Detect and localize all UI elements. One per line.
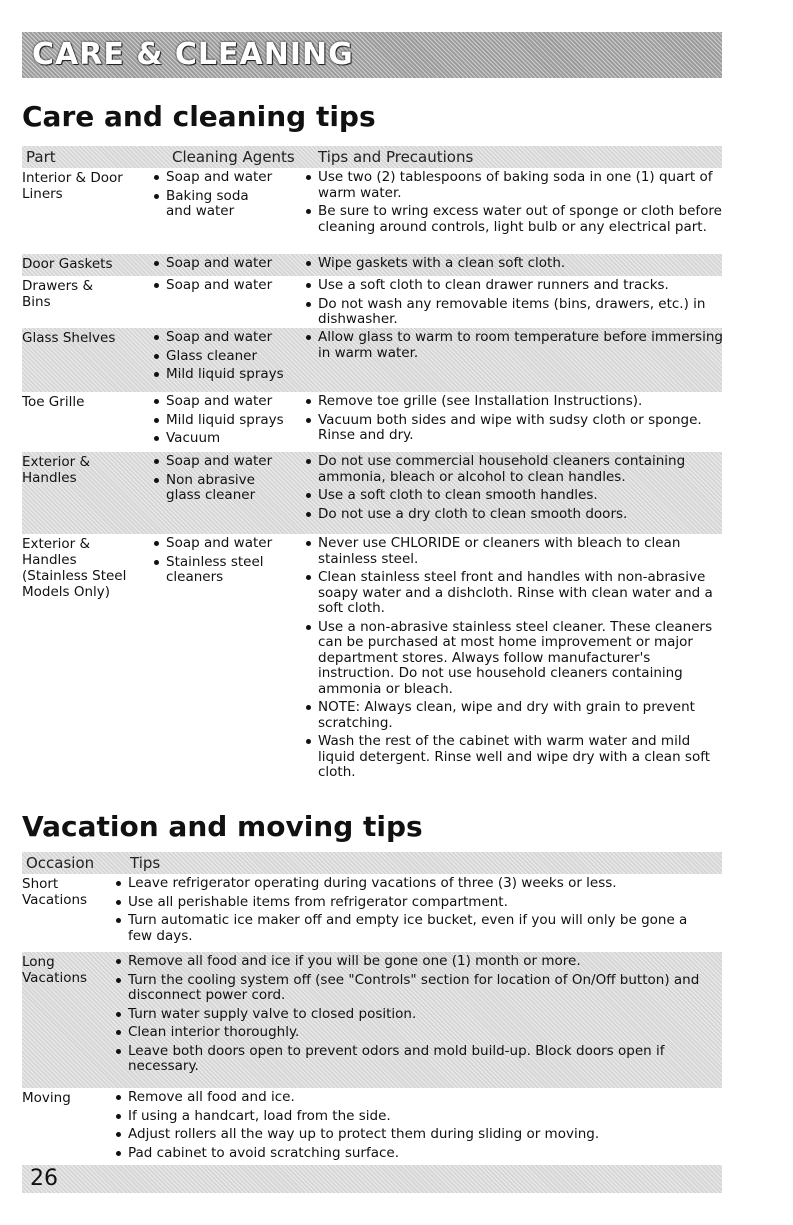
list-item: Mild liquid sprays <box>152 413 302 429</box>
row-occasion: Long Vacations <box>22 954 88 986</box>
agents-list <box>152 170 302 223</box>
list-item: Soap and water <box>152 394 302 410</box>
agents-list <box>152 256 302 275</box>
list-item: Soap and water <box>152 256 302 272</box>
row-part: Drawers & Bins <box>22 278 93 310</box>
list-item: Clean stainless steel front and handles with non-abrasive soapy water and a dishcloth. Rinse with clean water and a soft cloth. <box>304 570 724 617</box>
header-tips: Tips and Precautions <box>318 148 474 166</box>
list-item: Non abrasive glass cleaner <box>152 473 276 504</box>
agents-list <box>152 278 302 297</box>
list-item: Allow glass to warm to room temperature before immersing in warm water. <box>304 330 724 361</box>
care-table <box>22 146 722 822</box>
list-item: Remove all food and ice. <box>114 1090 714 1106</box>
list-item: Soap and water <box>152 170 302 186</box>
row-part: Door Gaskets <box>22 256 113 272</box>
list-item: Use all perishable items from refrigerator compartment. <box>114 895 714 911</box>
list-item: Baking soda and water <box>152 189 276 220</box>
list-item: Be sure to wring excess water out of sponge or cloth before cleaning around controls, light bulb or any electrical part. <box>304 204 724 235</box>
list-item: Wipe gaskets with a clean soft cloth. <box>304 256 724 272</box>
list-item: Use a soft cloth to clean smooth handles. <box>304 488 724 504</box>
care-title: Care and cleaning tips <box>22 100 376 133</box>
list-item: Use a soft cloth to clean drawer runners and tracks. <box>304 278 724 294</box>
list-item: Do not use a dry cloth to clean smooth doors. <box>304 507 724 523</box>
agents-list <box>152 536 302 589</box>
list-item: Soap and water <box>152 454 302 470</box>
list-item: Mild liquid sprays <box>152 367 302 383</box>
list-item: Glass cleaner <box>152 349 302 365</box>
header-part: Part <box>26 148 56 166</box>
table-row <box>22 1088 722 1168</box>
list-item: Adjust rollers all the way up to protect them during sliding or moving. <box>114 1127 714 1143</box>
row-occasion: Short Vacations <box>22 876 88 908</box>
row-occasion: Moving <box>22 1090 71 1106</box>
list-item: Vacuum <box>152 431 302 447</box>
table-row <box>22 874 722 952</box>
table-row <box>22 276 722 328</box>
table-row <box>22 254 722 276</box>
tips-list <box>114 954 714 1078</box>
table-row <box>22 452 722 534</box>
list-item: NOTE: Always clean, wipe and dry with grain to prevent scratching. <box>304 700 724 731</box>
page-footer <box>22 1165 722 1193</box>
row-part: Exterior & Handles (Stainless Steel Models Only) <box>22 536 127 600</box>
vacation-title: Vacation and moving tips <box>22 810 423 843</box>
list-item: Use two (2) tablespoons of baking soda in one (1) quart of warm water. <box>304 170 724 201</box>
list-item: Leave both doors open to prevent odors and mold build-up. Block doors open if necessary. <box>114 1044 714 1075</box>
list-item: Pad cabinet to avoid scratching surface. <box>114 1146 714 1162</box>
banner-title: CARE & CLEANING <box>32 37 354 72</box>
care-table-header <box>22 146 722 168</box>
header-occasion: Occasion <box>26 854 95 872</box>
tips-list <box>304 394 724 447</box>
list-item: Wash the rest of the cabinet with warm water and mild liquid detergent. Rinse well and wipe dry with a clean soft cloth. <box>304 734 724 781</box>
list-item: Soap and water <box>152 330 302 346</box>
vacation-table-header <box>22 852 722 874</box>
table-row <box>22 392 722 452</box>
list-item: Turn automatic ice maker off and empty ice bucket, even if you will only be gone a few days. <box>114 913 714 944</box>
agents-list <box>152 394 302 450</box>
vacation-table <box>22 852 722 1168</box>
header-cleaning-agents: Cleaning Agents <box>172 148 295 166</box>
table-row <box>22 952 722 1088</box>
row-part: Toe Grille <box>22 394 85 410</box>
tips-list <box>304 330 724 364</box>
header-tips: Tips <box>130 854 161 872</box>
tips-list <box>304 278 724 331</box>
section-banner <box>22 32 722 78</box>
list-item: Soap and water <box>152 536 302 552</box>
tips-list <box>304 256 724 275</box>
table-row <box>22 168 722 254</box>
list-item: Soap and water <box>152 278 302 294</box>
row-part: Exterior & Handles <box>22 454 91 486</box>
list-item: If using a handcart, load from the side. <box>114 1109 714 1125</box>
list-item: Leave refrigerator operating during vacations of three (3) weeks or less. <box>114 876 714 892</box>
agents-list <box>152 454 302 507</box>
tips-list <box>114 876 714 947</box>
list-item: Do not wash any removable items (bins, drawers, etc.) in dishwasher. <box>304 297 724 328</box>
tips-list <box>304 170 724 238</box>
list-item: Vacuum both sides and wipe with sudsy cloth or sponge. Rinse and dry. <box>304 413 724 444</box>
list-item: Clean interior thoroughly. <box>114 1025 714 1041</box>
tips-list <box>304 454 724 525</box>
list-item: Never use CHLORIDE or cleaners with bleach to clean stainless steel. <box>304 536 724 567</box>
list-item: Use a non-abrasive stainless steel cleaner. These cleaners can be purchased at most home improvement or major department stores. Always follow manufacturer's instruction. Do not use household cleaners containing ammonia or bleach. <box>304 620 724 698</box>
agents-list <box>152 330 302 386</box>
list-item: Do not use commercial household cleaners containing ammonia, bleach or alcohol to clean handles. <box>304 454 724 485</box>
tips-list <box>114 1090 714 1164</box>
table-row <box>22 534 722 822</box>
tips-list <box>304 536 724 784</box>
list-item: Turn water supply valve to closed position. <box>114 1007 714 1023</box>
table-row <box>22 328 722 392</box>
row-part: Glass Shelves <box>22 330 116 346</box>
list-item: Turn the cooling system off (see "Controls" section for location of On/Off button) and disconnect power cord. <box>114 973 714 1004</box>
list-item: Stainless steel cleaners <box>152 555 276 586</box>
row-part: Interior & Door Liners <box>22 170 123 202</box>
list-item: Remove all food and ice if you will be gone one (1) month or more. <box>114 954 714 970</box>
list-item: Remove toe grille (see Installation Instructions). <box>304 394 724 410</box>
page-number: 26 <box>30 1166 58 1191</box>
